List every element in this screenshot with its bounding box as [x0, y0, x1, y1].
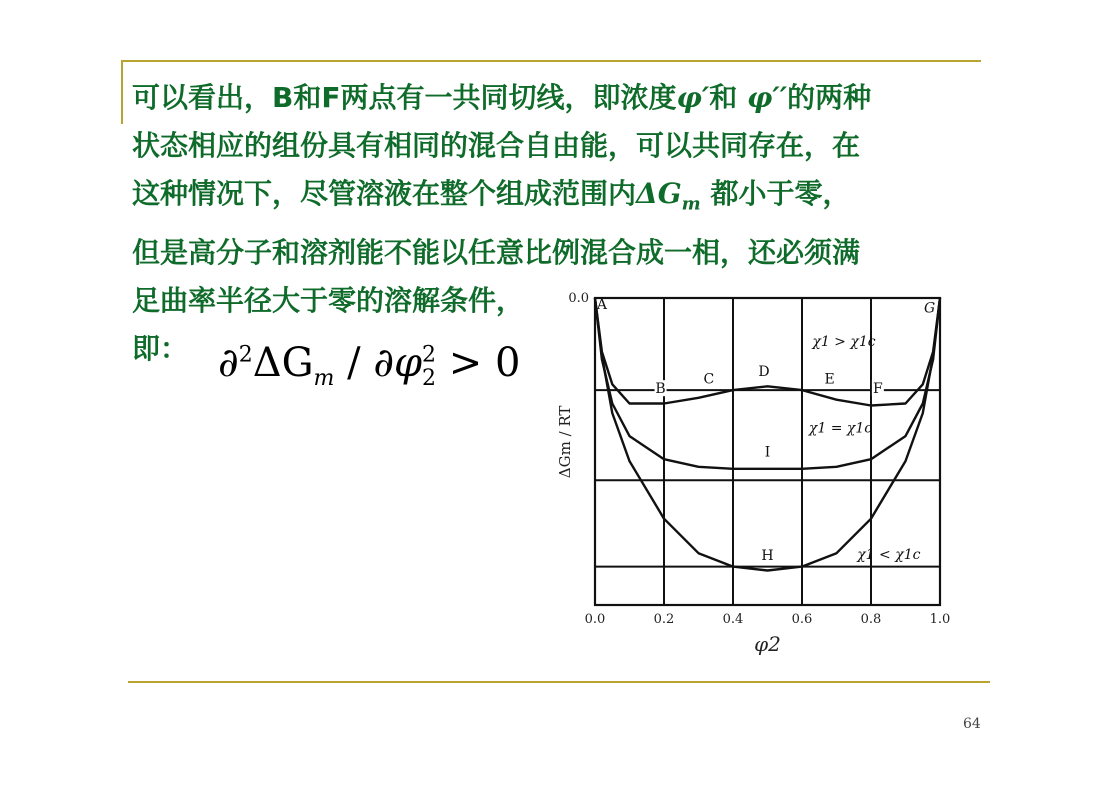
x-tick-label: 0.6 [791, 612, 813, 627]
point-label: I [764, 444, 771, 461]
left-accent-rule [121, 60, 123, 124]
y-tick-label: 0.0 [568, 291, 589, 306]
formula-subscript-m: m [313, 366, 335, 391]
free-energy-figure [548, 290, 968, 670]
top-rule [121, 60, 981, 62]
text-fragment: F [321, 81, 341, 114]
text-fragment: 足曲率半径大于零的溶解条件， [132, 283, 525, 317]
bottom-rule [128, 681, 990, 683]
formula-exponent: 2 [238, 342, 253, 368]
text-line [132, 229, 992, 277]
point-label: H [761, 548, 774, 565]
point-label: B [655, 381, 666, 398]
text-fragment: 两点有一共同切线，即浓度 [340, 81, 677, 114]
text-fragment: ΔG [636, 177, 682, 210]
formula-relation: > 0 [436, 340, 521, 386]
x-axis-label: φ2 [754, 632, 781, 656]
point-label: D [758, 363, 770, 380]
formula-partial: ∂ [218, 340, 239, 386]
formula-phi-subscript: 2 [422, 366, 437, 391]
point-label: A [596, 296, 607, 313]
x-tick-label: 0.2 [653, 612, 675, 627]
x-tick-label: 0.0 [584, 612, 606, 627]
point-label: E [824, 371, 835, 388]
dissolution-condition-formula [218, 340, 520, 391]
text-fragment: 都小于零， [700, 177, 851, 210]
page-number: 64 [963, 716, 981, 732]
x-tick-label: 0.4 [722, 612, 744, 627]
text-line [132, 122, 992, 170]
point-label: F [873, 381, 883, 398]
series-label: χ1 > χ1c [812, 333, 876, 350]
text-fragment: φ′ [676, 81, 710, 114]
text-fragment: 但是高分子和溶剂能不能以任意比例混合成一相，还必须满 [132, 235, 861, 269]
text-fragment: 这种情况下，尽管溶液在整个组成范围内 [132, 177, 637, 210]
formula-slash: / ∂ [334, 340, 394, 386]
text-fragment: 和 [709, 81, 747, 114]
x-tick-label: 0.8 [860, 612, 882, 627]
series-label: χ1 < χ1c [857, 546, 921, 563]
text-fragment: B [272, 81, 294, 114]
free-energy-chart [548, 290, 968, 670]
text-fragment: m [681, 193, 701, 215]
formula-phi-superscript: 2 [422, 342, 437, 368]
text-fragment: φ′′ [747, 81, 788, 114]
text-line [132, 170, 992, 229]
x-tick-label: 1.0 [929, 612, 951, 627]
text-fragment: 和 [293, 81, 322, 114]
text-fragment: 状态相应的组份具有相同的混合自由能，可以共同存在，在 [132, 129, 861, 162]
text-fragment: 可以看出， [132, 81, 273, 114]
free-energy-curve [595, 298, 940, 571]
formula-phi: φ [394, 340, 423, 386]
y-axis-label: ΔGm / RT [556, 405, 574, 479]
text-fragment: 即： [132, 331, 189, 365]
text-fragment: 的两种 [787, 81, 872, 114]
point-label: C [703, 371, 715, 388]
point-label: G [924, 300, 936, 317]
formula-delta-g: ΔG [252, 340, 314, 386]
text-line [132, 74, 992, 122]
series-label: χ1 = χ1c [808, 420, 873, 437]
free-energy-curve [595, 298, 940, 469]
